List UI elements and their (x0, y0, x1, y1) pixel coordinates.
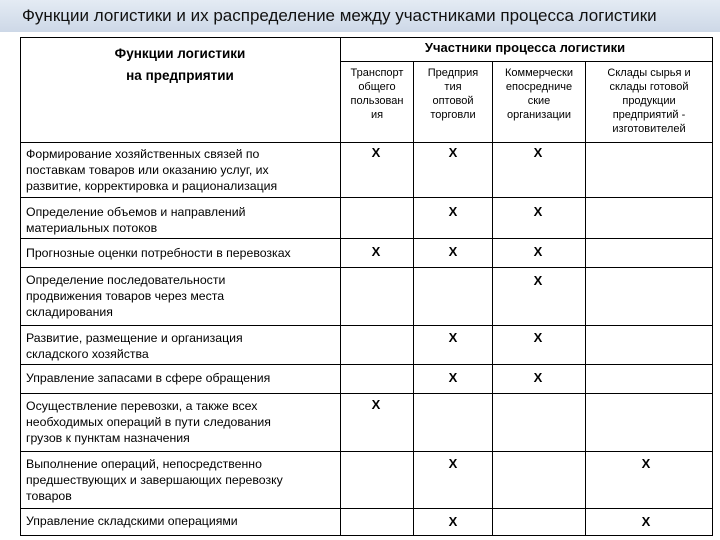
cell-mark: Х (533, 204, 543, 219)
functions-header-line2: на предприятии (126, 68, 234, 83)
participants-header: Участники процесса логистики (424, 40, 626, 55)
cell-mark: Х (371, 397, 381, 412)
cell-mark: Х (448, 145, 458, 160)
table-row-label: Выполнение операций, непосредственно предшествующих и завершающих перевозку товаров (26, 457, 283, 503)
cell-mark: Х (448, 244, 458, 259)
cell-mark: Х (533, 145, 543, 160)
cell-mark: Х (641, 456, 651, 471)
table-row-label: Управление запасами в сфере обращения (26, 371, 271, 385)
cell-mark: Х (371, 145, 381, 160)
table-row-label: Прогнозные оценки потребности в перевозках (26, 246, 291, 260)
table-row-label: Определение последовательности продвижения товаров через места складирования (26, 273, 226, 319)
column-header-wholesale: Предприя тия оптовой торговли (427, 67, 479, 121)
table-row-label: Формирование хозяйственных связей по поставкам товаров или оказанию услуг, их развитие, корректировка и рационализация (26, 147, 278, 193)
table-row-label: Определение объемов и направлений материальных потоков (26, 205, 246, 235)
cell-mark: Х (641, 514, 651, 529)
cell-mark: Х (371, 244, 381, 259)
column-header-transport: Транспорт общего пользован ия (350, 67, 404, 121)
cell-mark: Х (533, 273, 543, 288)
column-header-warehouses: Склады сырья и склады готовой продукции предприятий - изготовителей (607, 67, 691, 135)
cell-mark: Х (448, 514, 458, 529)
cell-mark: Х (533, 244, 543, 259)
column-header-intermediaries: Коммерчески епосредниче ские организации (505, 67, 573, 121)
cell-mark: Х (533, 330, 543, 345)
table-row-label: Развитие, размещение и организация складского хозяйства (26, 331, 243, 361)
cell-mark: Х (448, 456, 458, 471)
cell-mark: Х (533, 370, 543, 385)
table-row-label: Управление складскими операциями (26, 514, 238, 528)
cell-mark: Х (448, 330, 458, 345)
table-row-label: Осуществление перевозки, а также всех необходимых операций в пути следования грузов к пунктам назначения (26, 399, 271, 445)
title-bar (0, 0, 720, 32)
cell-mark: Х (448, 370, 458, 385)
functions-header-line1: Функции логистики (114, 46, 246, 61)
cell-mark: Х (448, 204, 458, 219)
page-title: Функции логистики и их распределение между участниками процесса логистики (22, 6, 657, 25)
